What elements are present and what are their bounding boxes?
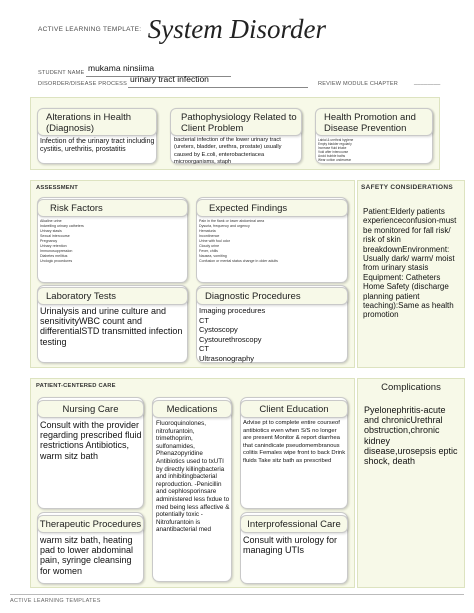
therapeutic-procedures-title: Therapeutic Procedures	[37, 515, 144, 533]
diagnostic-item: Imaging procedures	[199, 306, 266, 315]
health-promotion-item: Void after intercourse	[318, 150, 349, 154]
complications-title: Complications	[381, 382, 441, 393]
student-name-label: STUDENT NAME	[38, 70, 85, 76]
page-header	[38, 14, 326, 45]
interprofessional-care-text[interactable]: Consult with urology for managing UTIs	[243, 535, 338, 556]
expected-finding-item: Urine with foul odor	[199, 239, 230, 243]
expected-finding-item: Cloudy urine	[199, 244, 220, 248]
risk-factors-list	[40, 219, 186, 264]
interprofessional-care-title: Interprofessional Care	[240, 515, 348, 533]
diagnostic-procedures-title: Diagnostic Procedures	[196, 287, 348, 305]
alterations-text[interactable]: Infection of the urinary tract including cystitis, urethritis, prostatitis	[40, 138, 155, 154]
risk-factor-item: Diabetes mellitus	[40, 254, 68, 258]
expected-finding-item: Dysuria, frequency and urgency	[199, 224, 250, 228]
diagnostic-procedures-list	[199, 306, 345, 363]
diagnostic-item: Cystourethroscopy	[199, 334, 262, 344]
footer-divider	[10, 594, 464, 595]
health-promotion-list	[318, 138, 428, 162]
client-education-title: Client Education	[240, 400, 348, 418]
medications-text[interactable]: Fluoroquinolones, nitrofurantoin, trimethoprim, sulfonamides, Phenazopyridine Antibiotics used to txUTI by directly killingbacteria and inhibitingbacterial reproduction. -Penicillin and cephlosporinsare administered less fxdue to med being less affective & potentially toxic -Nitrofurantoin is anantibacterial med	[156, 420, 230, 534]
expected-finding-item: Fever, chills	[199, 249, 218, 253]
medications-title: Medications	[152, 400, 232, 418]
health-promotion-item: Labial & urethral hygiene	[318, 138, 354, 142]
health-promotion-item: Increase fluid intake	[318, 146, 347, 150]
expected-finding-item: Pain in the flank or lower abdominal area	[199, 219, 265, 223]
diagnostic-item: CT	[199, 315, 209, 325]
disorder-value[interactable]: urinary tract infection	[130, 74, 209, 84]
pathophysiology-title: Pathophysiology Related to Client Problem	[170, 108, 302, 136]
expected-finding-item: Nausea, vomiting	[199, 254, 227, 258]
diagnostic-item: CT	[199, 344, 209, 353]
therapeutic-procedures-text[interactable]: warm sitz bath, heating pad to lower abdominal pain, syringe cleansing for women	[40, 535, 134, 576]
risk-factor-item: Urinary stasis	[40, 229, 62, 233]
risk-factor-item: Sexual intercourse	[40, 234, 70, 238]
health-promotion-item: Empty bladder regularly	[318, 142, 352, 146]
template-label: ACTIVE LEARNING TEMPLATE:	[38, 26, 142, 33]
nursing-care-title: Nursing Care	[37, 400, 144, 418]
safety-title: SAFETY CONSIDERATIONS	[361, 184, 454, 191]
health-promotion-item: Wear cotton underwear	[318, 158, 352, 162]
risk-factor-item: Immunosuppression	[40, 249, 73, 253]
client-education-text[interactable]: Advise pt to complete entire courseof antibiotics even when S/S no longer are present Monitor & report diarrhea that canindicate pseudomembranous colitis Females wipe front to back Drink fluids Take sitz bath as prescribed	[243, 420, 346, 464]
risk-factors-title: Risk Factors	[37, 199, 188, 217]
laboratory-tests-text[interactable]: Urinalysis and urine culture and sensitivityWBC count and differentialSTD transmitted infection testing	[40, 306, 183, 347]
diagnostic-item: Cystoscopy	[199, 325, 238, 334]
patient-centered-care-label: PATIENT-CENTERED CARE	[36, 383, 116, 389]
diagnostic-item: Ultrasonography	[199, 353, 255, 363]
student-name-value[interactable]: mukama ninsiima	[88, 63, 155, 73]
disorder-underline	[128, 87, 308, 88]
risk-factor-item: Alkaline urine	[40, 219, 62, 223]
safety-text[interactable]: Patient:Elderly patients experienceconfusion-must be monitored for fall risk/ risk of skin breakdownEnvironment: Usually dark/ warm/ moist from urinary stasis Equipment: Catheters Home Safety (discharge planning patient teaching):Same as health promotion	[363, 207, 457, 320]
page-title: System Disorder	[147, 14, 327, 44]
risk-factor-item: Urologic procedures	[40, 259, 73, 263]
assessment-label: ASSESSMENT	[36, 185, 78, 191]
review-chapter-label: REVIEW MODULE CHAPTER	[318, 81, 399, 87]
expected-finding-item: Confusion or mental status change in older adults	[199, 259, 278, 263]
expected-finding-item: Hematuria	[199, 229, 216, 233]
pathophysiology-text[interactable]: bacterial infection of the lower urinary tract (ureters, bladder, urethra, prostate) usually caused by E.coli, enterobacteriacea microorganisms, staph	[174, 137, 282, 165]
laboratory-tests-title: Laboratory Tests	[37, 287, 188, 305]
health-promotion-item: Avoid bubble baths	[318, 154, 346, 158]
expected-findings-list	[199, 219, 346, 264]
review-chapter-value[interactable]: ________	[414, 80, 441, 86]
health-promotion-title: Health Promotion and Disease Prevention	[315, 108, 433, 136]
disorder-label: DISORDER/DISEASE PROCESS	[38, 81, 128, 87]
risk-factor-item: Pregnancy	[40, 239, 58, 243]
expected-finding-item: Incontinence	[199, 234, 220, 238]
complications-text[interactable]: Pyelonephritis-acute and chronicUrethral obstruction,chronic kidney disease,urosepsis eptic shock, death	[364, 405, 458, 467]
risk-factor-item: Indwelling urinary catheters	[40, 224, 84, 228]
risk-factor-item: Urinary retention	[40, 244, 67, 248]
footer-label: ACTIVE LEARNING TEMPLATES	[10, 598, 101, 604]
alterations-title: Alterations in Health (Diagnosis)	[37, 108, 157, 136]
expected-findings-title: Expected Findings	[196, 199, 348, 217]
nursing-care-text[interactable]: Consult with the provider regarding prescribed fluid restrictions Antibiotics, warm sitz bath	[40, 420, 142, 461]
